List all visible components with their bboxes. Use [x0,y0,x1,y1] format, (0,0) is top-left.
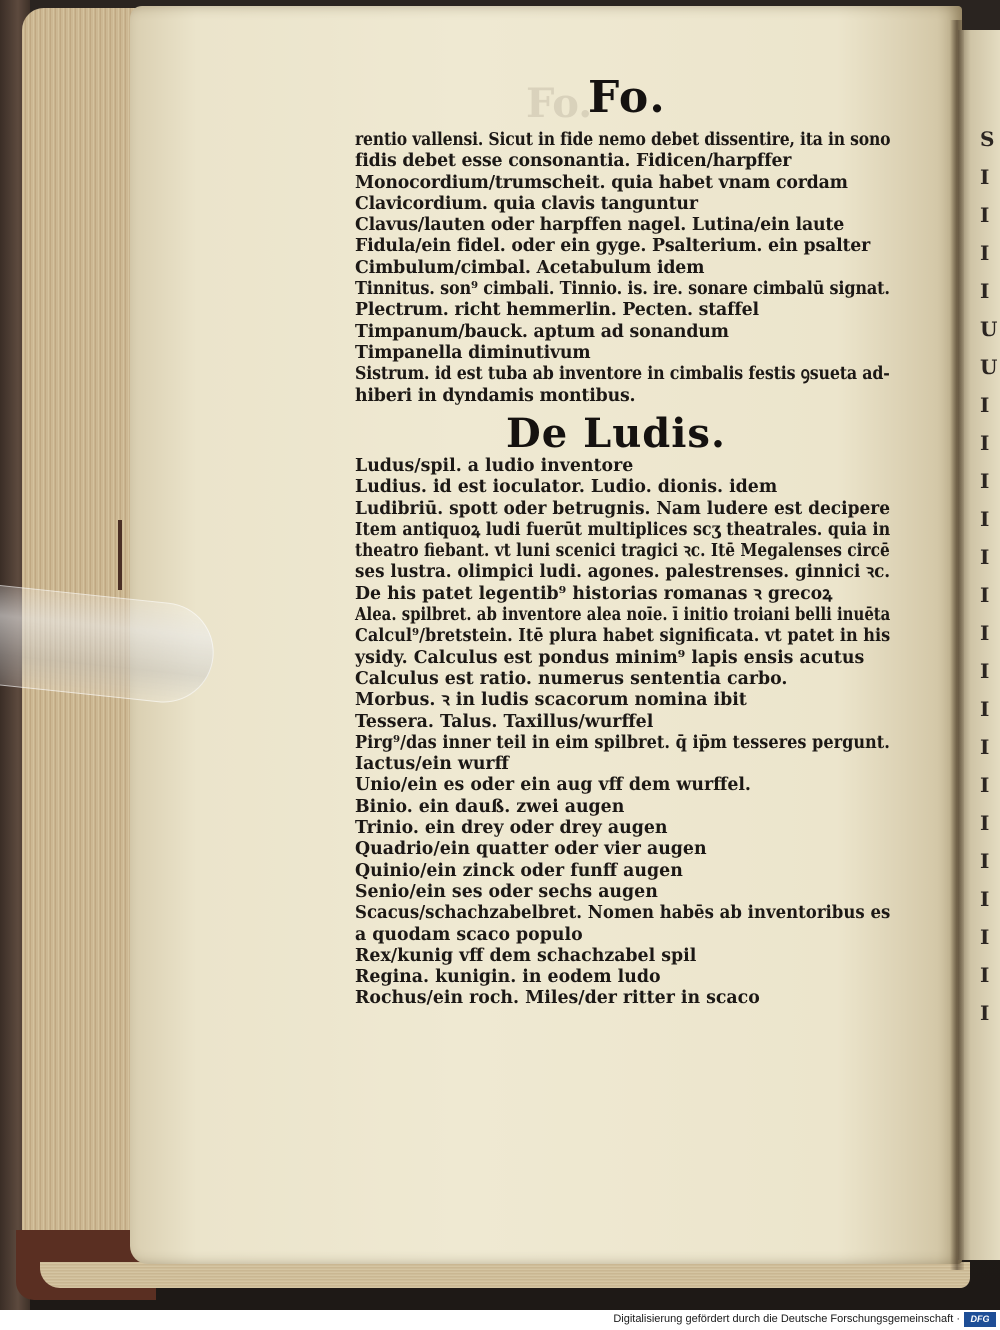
dfg-logo: DFG [964,1312,996,1327]
footer-bar [0,1310,1000,1330]
facing-page-glyph: I [980,697,990,721]
facing-page-glyph: I [980,773,990,797]
text-line: Monocordium/trumscheit. quia habet vnam cordam [355,172,848,193]
book-bottom-edge [40,1262,970,1288]
facing-page-glyph: I [980,621,990,645]
text-line: Unio/ein es oder ein aug vff dem wurffel. [355,775,751,796]
text-line: Ludibriū. spott oder betrugnis. Nam ludere est decipere [355,498,891,519]
text-line: Sistrum. id est tuba ab inventore in cimbalis festis ꝯsueta ad- [355,364,890,385]
facing-page-glyph: I [980,165,990,189]
page-gutter [950,20,964,1270]
facing-page-glyph: I [980,811,990,835]
text-line: Morbus. ꝛ in ludis scacorum nomina ibit [355,690,747,711]
text-line: ses lustra. olimpici ludi. agones. palestrenses. ginnici ꝛc. [355,562,891,583]
facing-page-glyph: I [980,887,990,911]
text-line: Rochus/ein roch. Miles/der ritter in scaco [355,988,760,1009]
facing-page-glyph: I [980,469,990,493]
text-line: Plectrum. richt hemmerlin. Pecten. staffel [355,300,759,321]
text-line: fidis debet esse consonantia. Fidicen/harpffer [355,151,792,172]
facing-page-glyph: I [980,735,990,759]
text-line: Trinio. ein drey oder drey augen [355,818,668,839]
text-line: Scacus/schachzabelbret. Nomen habēs ab inventoribus es [355,903,891,924]
text-line: Timpanella diminutivum [355,342,591,363]
text-line: Regina. kunigin. in eodem ludo [355,967,661,988]
facing-page-glyph: I [980,203,990,227]
text-line: Clavicordium. quia clavis tanguntur [355,193,698,214]
text-line: hiberi in dyndamis montibus. [355,385,636,406]
text-line: ysidy. Calculus est pondus minim⁹ lapis ensis acutus [355,647,865,668]
text-line: Calculus est ratio. numerus sententia carbo. [355,668,788,689]
text-line: Fidula/ein fidel. oder ein gyge. Psalterium. ein psalter [355,236,871,257]
text-line: Quinio/ein zinck oder funff augen [355,860,683,881]
text-line: theatro fiebant. vt luni scenici tragici ꝛc. Itē Megalenses circē [355,541,890,562]
text-line: Clavus/lauten oder harpffen nagel. Lutina/ein laute [355,215,845,236]
text-block-music [355,130,895,407]
text-line: De his patet legentib⁹ historias romanas ꝛ grecoꝝ [355,583,833,604]
facing-page-glyph: I [980,583,990,607]
text-line: Iactus/ein wurff [355,754,509,775]
facing-page-glyph: I [980,545,990,569]
facing-page-text-edge [980,120,1000,1025]
text-line: Ludius. id est ioculator. Ludio. dionis. idem [355,477,778,498]
facing-page-glyph: U [980,355,998,379]
text-line: Ludus/spil. a ludio inventore [355,456,634,476]
text-line: Binio. ein dauß. zwei augen [355,796,625,817]
text-block-games [355,456,895,1010]
text-line: rentio vallensi. Sicut in fide nemo debet dissentire, ita in sono [355,130,891,150]
text-line: Quadrio/ein quatter oder vier augen [355,839,707,860]
facing-page-glyph: I [980,431,990,455]
text-line: Calcul⁹/bretstein. Itē plura habet significata. vt patet in his [355,626,891,647]
facing-page-glyph: I [980,393,990,417]
text-line: Tessera. Talus. Taxillus/wurffel [355,711,654,732]
facing-page-glyph: I [980,659,990,683]
text-line: Alea. spilbret. ab inventore alea noīe. ī initio troiani belli inuēta [355,605,891,626]
facing-page-glyph: U [980,317,998,341]
text-line: Senio/ein ses oder sechs augen [355,881,658,902]
facing-page-glyph: S [980,127,995,151]
facing-page-glyph: I [980,241,990,265]
folio-header: Fo. [588,72,667,123]
facing-page-glyph: I [980,1001,990,1025]
facing-page-glyph: I [980,963,990,987]
text-line: Cimbulum/cimbal. Acetabulum idem [355,257,705,278]
facing-page-glyph: I [980,849,990,873]
facing-page-glyph: I [980,507,990,531]
text-line: a quodam scaco populo [355,924,583,945]
facing-page-glyph: I [980,925,990,949]
text-line: Tinnitus. son⁹ cimbali. Tinnio. is. ire. sonare cimbalū signat. [355,279,890,300]
funding-credit: Digitalisierung gefördert durch die Deutsche Forschungsgemeinschaft · [613,1313,960,1325]
bookmark-ribbon [118,520,122,590]
text-line: Rex/kunig vff dem schachzabel spil [355,945,697,966]
text-line: Pirg⁹/das inner teil in eim spilbret. q̄ ip̄m tesseres pergunt. [355,732,890,753]
folio-bleedthrough: Fo. [526,80,593,127]
text-line: Item antiquoꝝ ludi fuerūt multiplices scʒ theatrales. quia in [355,519,891,540]
facing-page-glyph: I [980,279,990,303]
text-line: Timpanum/bauck. aptum ad sonandum [355,321,729,342]
section-heading: De Ludis. [506,410,726,457]
